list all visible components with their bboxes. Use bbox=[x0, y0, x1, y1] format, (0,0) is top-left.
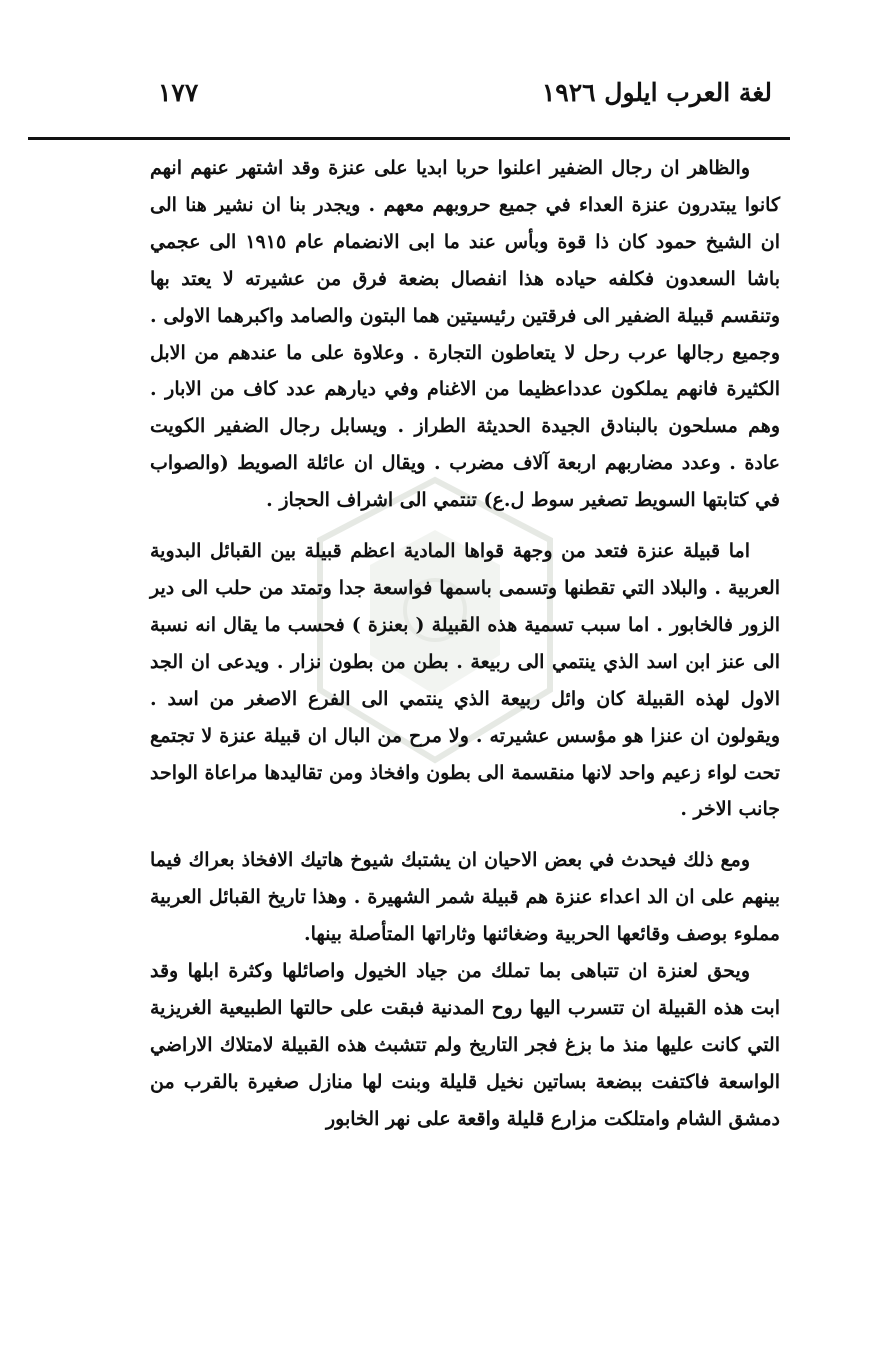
header-bar bbox=[120, 78, 780, 122]
paragraph-1: والظاهر ان رجال الضفير اعلنوا حربا ابديا على عنزة وقد اشتهر عنهم انهم كانوا يبتدرون عنزة العداء في جميع حروبهم معهم . ويجدر بنا ان نشير هنا الى ان الشيخ حمود كان ذا قوة وبأس عند ما ابى الانضمام عام ١٩١٥ الى عجمي باشا السعدون فكلفه حياده هذا انفصال بضعة فرق من عشيرته لا يعتد بها وتنقسم قبيلة الضفير الى فرقتين رئيسيتين هما البتون والصامد واكبرهما الاولى . وجميع رجالها عرب رحل لا يتعاطون التجارة . وعلاوة على ما عندهم من الابل الكثيرة فانهم يملكون عدداعظيما من الاغنام وفي ديارهم عدد كاف من الابار . وهم مسلحون بالبنادق الجيدة الحديثة الطراز . ويسابل رجال الضفير الكويت عادة . وعدد مضاربهم اربعة آلاف مضرب . ويقال ان عائلة الصويط (والصواب في كتابتها السويط تصغير سوط ل.ع) تنتمي الى اشراف الحجاز . bbox=[150, 157, 780, 512]
header-rule bbox=[28, 137, 790, 140]
paragraph-3: ومع ذلك فيحدث في بعض الاحيان ان يشتبك شيوخ هاتيك الافخاذ بعراك فيما بينهم على ان الد اعداء عنزة هم قبيلة شمر الشهيرة . وهذا تاريخ القبائل العربية مملوء بوصف وقائعها الحربية وضغائنها وثاراتها المتأصلة بينها. bbox=[150, 849, 780, 946]
article-body bbox=[150, 150, 780, 1138]
paragraph-2: اما قبيلة عنزة فتعد من وجهة قواها المادية اعظم قبيلة بين القبائل البدوية العربية . والبلاد التي تقطنها وتسمى باسمها فواسعة جدا وتمتد من حلب الى دير الزور فالخابور . اما سبب تسمية هذه القبيلة ( بعنزة ) فحسب ما يقال انه نسبة الى عنز ابن اسد الذي ينتمي الى ربيعة . بطن من بطون نزار . ويدعى ان الجد الاول لهذه القبيلة كان وائل ربيعة الذي ينتمي الى الفرع الاصغر من اسد . ويقولون ان عنزا هو مؤسس عشيرته . ولا مرح من البال ان قبيلة عنزة لا تجتمع تحت لواء زعيم واحد لانها منقسمة الى بطون وافخاذ ومن تقاليدها مراعاة الواحد جانب الاخر . bbox=[150, 540, 780, 821]
page-number: ١٧٧ bbox=[158, 78, 199, 107]
paragraph-4: ويحق لعنزة ان تتباهى بما تملك من جياد الخيول واصائلها وكثرة ابلها وقد ابت هذه القبيلة ان تتسرب اليها روح المدنية فبقت على حالتها الطبيعية الغريزية التي كانت عليها منذ ما بزغ فجر التاريخ ولم تتشبث هذه القبيلة لامتلاك الاراضي الواسعة فاكتفت ببضعة بساتين نخيل قليلة وبنت لها منازل صغيرة بالقرب من دمشق الشام وامتلكت مزارع قليلة واقعة على نهر الخابور bbox=[150, 960, 780, 1130]
running-title: لغة العرب ايلول ١٩٢٦ bbox=[541, 78, 772, 107]
page-header bbox=[120, 78, 780, 122]
